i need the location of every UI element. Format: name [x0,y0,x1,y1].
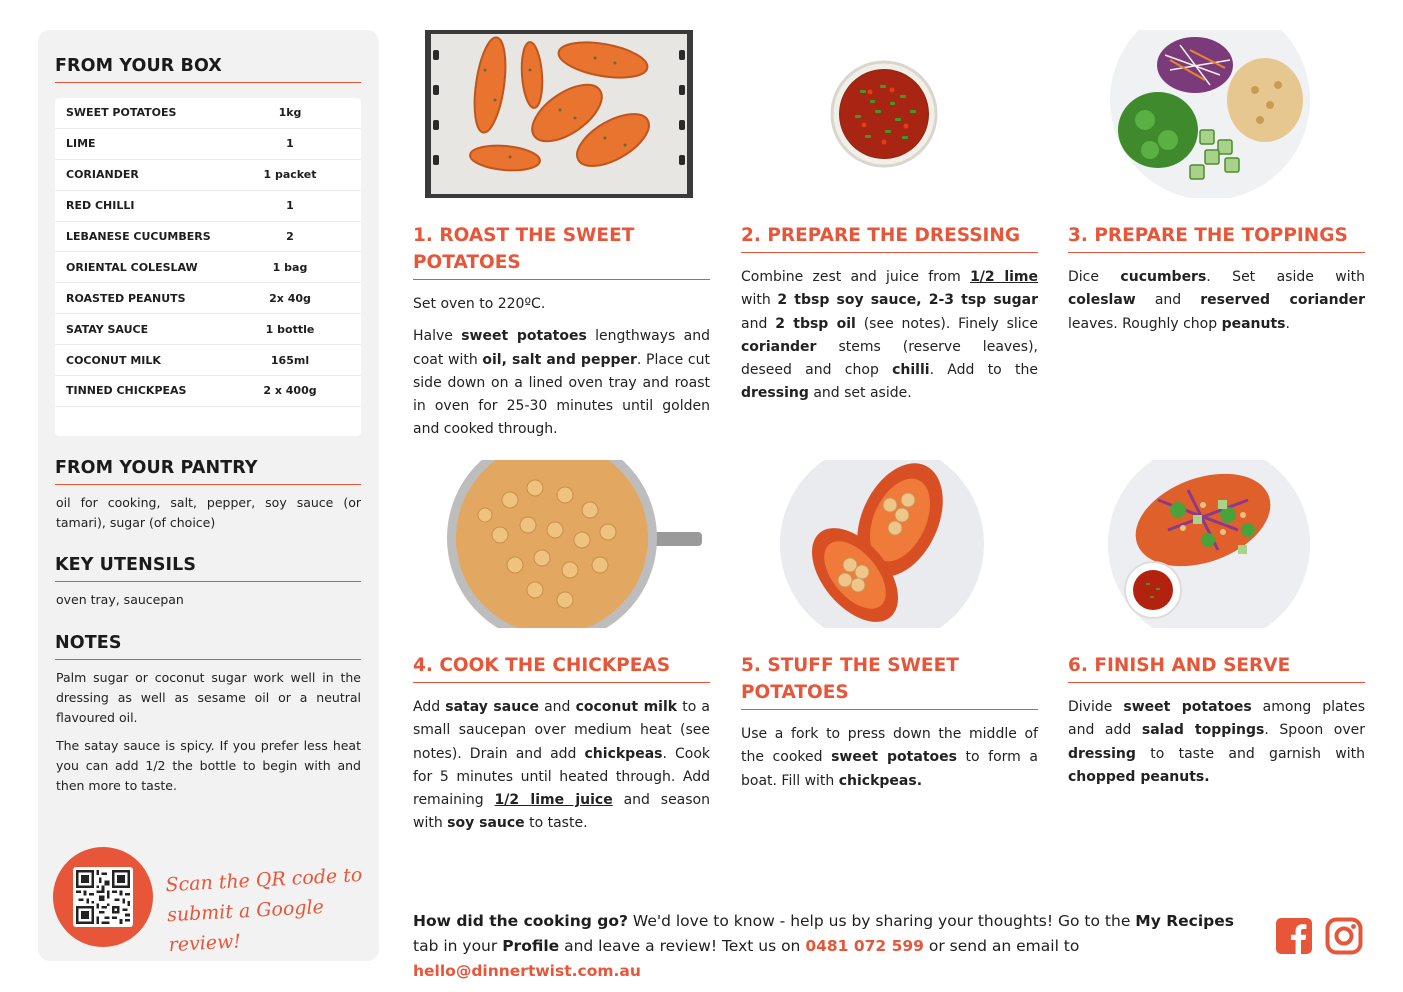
step-2-title: 2. PREPARE THE DRESSING [741,222,1038,253]
notes-heading: NOTES [55,633,361,660]
ingredients-table [55,98,361,436]
ingredient-quantity: 2 [286,230,294,243]
step-1-body [413,293,710,442]
instagram-icon[interactable] [1325,917,1363,955]
from-your-pantry-heading: FROM YOUR PANTRY [55,458,361,485]
step-1-paragraph-1: Set oven to 220ºC. [413,296,546,312]
ingredient-row [55,345,361,376]
step-4-title: 4. COOK THE CHICKPEAS [413,652,710,683]
ingredient-row [55,283,361,314]
ingredient-name: SATAY SAUCE [66,322,149,336]
qr-caption-line-1: Scan the QR code to [164,863,363,897]
pantry-text: oil for cooking, salt, pepper, soy sauce (or tamari), sugar (of choice) [56,495,361,530]
dressing-bowl-photo [780,30,990,198]
ingredient-row [55,376,361,407]
ingredient-quantity: 1 packet [263,168,317,182]
qr-caption-line-2: submit a Google review! [166,896,325,957]
qr-badge [53,847,153,947]
ingredient-quantity: 1 [286,137,294,151]
ingredient-name: TINNED CHICKPEAS [66,384,187,398]
ingredient-name: LIME [66,137,96,151]
from-your-box-heading: FROM YOUR BOX [55,56,361,83]
ingredient-row [55,314,361,345]
toppings-plate-photo [1110,30,1310,198]
ingredient-name: COCONUT MILK [66,353,161,367]
ingredient-name: LEBANESE CUCUMBERS [66,230,211,243]
ingredient-row [55,98,361,129]
step-4-body: Add satay sauce and coconut milk to a small saucepan over medium heat (see notes). Drain and add chickpeas. Cook for 5 minutes until heated through. Add remaining 1/2 lime juice and season with soy sauce to taste. [413,699,710,832]
ingredient-quantity: 1 [286,199,294,213]
ingredient-row [55,160,361,191]
finished-dish-photo [1108,460,1310,628]
ingredient-name: RED CHILLI [66,199,135,213]
qr-caption [165,860,369,960]
qr-code-icon[interactable] [73,867,133,927]
ingredient-name: SWEET POTATOES [66,106,177,120]
utensils-text: oven tray, saucepan [56,592,184,607]
ingredient-quantity: 2x 40g [269,291,311,305]
key-utensils-heading: KEY UTENSILS [55,555,361,582]
step-3-title: 3. PREPARE THE TOPPINGS [1068,222,1365,253]
facebook-icon[interactable] [1275,917,1313,955]
email-link[interactable]: hello@dinnertwist.com.au [413,962,641,980]
ingredient-row [55,129,361,160]
sidebar [38,30,379,961]
step-1-paragraph-2: Halve sweet potatoes lengthways and coat with oil, salt and pepper. Place cut side down on a lined oven tray and roast in oven for 25-30 minutes until golden and cooked through. [413,328,710,438]
ingredient-row [55,222,361,253]
ingredient-name: ROASTED PEANUTS [66,291,186,305]
notes-paragraph-2: The satay sauce is spicy. If you prefer less heat you can add 1/2 the bottle to begin with and then more to taste. [56,738,361,793]
step-5-title: 5. STUFF THE SWEET POTATOES [741,652,1038,710]
phone-link[interactable]: 0481 072 599 [805,937,924,955]
feedback-footer: How did the cooking go? We'd love to know - help us by sharing your thoughts! Go to the My Recipes tab in your Profile and leave a review! Text us on 0481 072 599 or send an email to hello@dinnertwist.com.au [413,912,1234,980]
chickpeas-saucepan-photo [440,460,702,628]
roasted-sweet-potatoes-photo [425,30,693,198]
ingredient-row [55,191,361,222]
stuffed-sweet-potatoes-photo [780,460,985,628]
ingredient-name: ORIENTAL COLESLAW [66,260,198,274]
ingredient-quantity: 1 bottle [265,322,315,336]
step-3-body: Dice cucumbers. Set aside with coleslaw and reserved coriander leaves. Roughly chop peanuts. [1068,269,1365,332]
step-6-body: Divide sweet potatoes among plates and add salad toppings. Spoon over dressing to taste and garnish with chopped peanuts. [1068,699,1365,785]
ingredient-row [55,252,361,283]
ingredient-quantity: 2 x 400g [263,384,317,398]
ingredient-quantity: 1 bag [272,260,308,274]
step-6-title: 6. FINISH AND SERVE [1068,652,1365,683]
step-5-body: Use a fork to press down the middle of the cooked sweet potatoes to form a boat. Fill with chickpeas. [741,726,1038,789]
notes-text [56,668,361,796]
ingredient-quantity: 165ml [270,353,310,367]
ingredient-name: CORIANDER [66,168,139,182]
step-1-title: 1. ROAST THE SWEET POTATOES [413,222,710,280]
notes-paragraph-1: Palm sugar or coconut sugar work well in the dressing as well as sesame oil or a neutral flavoured oil. [56,670,361,725]
ingredient-quantity: 1kg [278,106,302,120]
step-2-body: Combine zest and juice from 1/2 lime with 2 tbsp soy sauce, 2-3 tsp sugar and 2 tbsp oil (see notes). Finely slice coriander stems (reserve leaves), deseed and chop chilli. Add to the dressing and set aside. [741,269,1038,402]
